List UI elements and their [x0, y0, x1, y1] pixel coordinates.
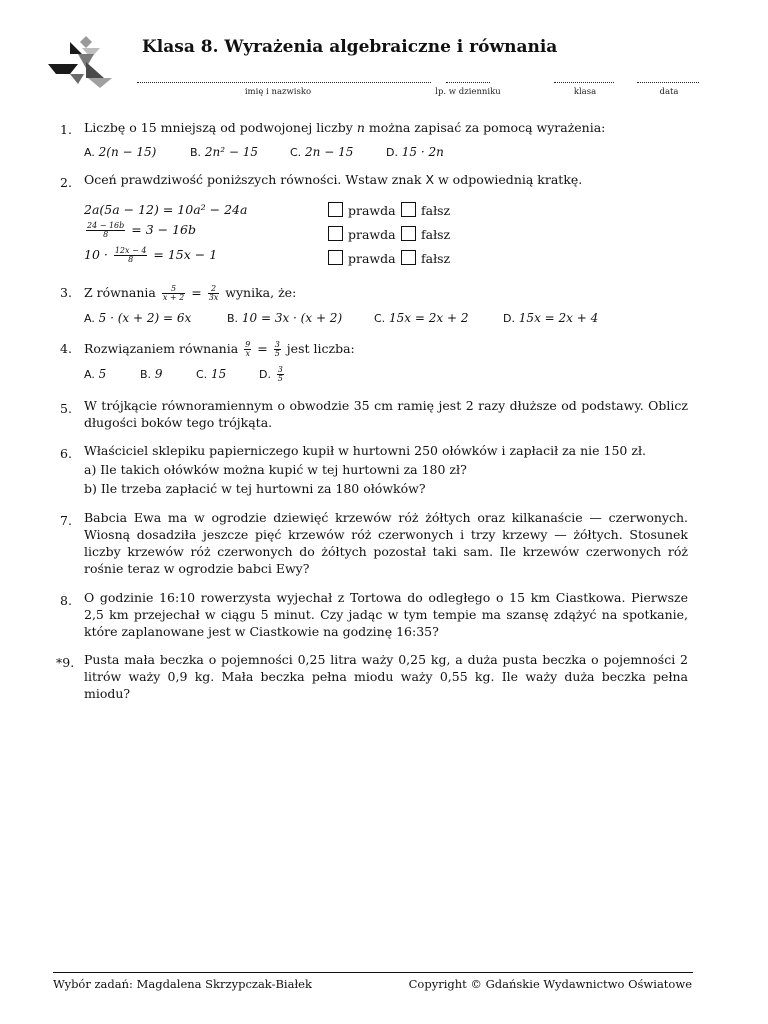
question-number: 5. — [60, 401, 72, 416]
question-text: Rozwiązaniem równania $\frac{9}{x}$ = $\frac{3}{5}$ jest liczba: — [84, 340, 355, 358]
option-b[interactable]: B. 2n² − 15 — [190, 145, 259, 159]
question-number: 1. — [60, 122, 72, 137]
question-number: 7. — [60, 513, 72, 528]
tangram-logo — [48, 34, 114, 88]
question-text: Babcia Ewa ma w ogrodzie dziewięć krzewów róż żółtych oraz kilkanaście — czerwonych. Wiosną dosadziła jeszcze pięć krzewów róż czerwonych i trzy krzewy — żółtych. Stosunek liczby krzewów róż czerwonych do żółtych pozostał taki sam. Ile krzewów czerwonych róż rośnie teraz w ogrodzie babci Ewy? — [84, 510, 688, 576]
answer-options — [84, 144, 156, 161]
register-number-field[interactable] — [446, 74, 490, 83]
true-false-row-2: prawda — [328, 226, 396, 242]
date-field[interactable] — [637, 74, 699, 83]
question-text: Liczbę o 15 mniejszą od podwojonej liczby n można zapisać za pomocą wyrażenia: — [84, 120, 606, 135]
option-b[interactable]: B. 9 — [140, 367, 163, 381]
option-d[interactable]: D. 15 · 2n — [386, 145, 444, 159]
question-text: O godzinie 16:10 rowerzysta wyjechał z Tortowa do odległego o 15 km Ciastkowa. Pierwsze 2,5 km przejechał w ciągu 5 minut. Czy jadąc w tym tempie ma szansę zdążyć na spotkanie, które zaplanowane jest w Ciastkowie na godzinę 16:35? — [84, 590, 688, 639]
false-checkbox[interactable] — [401, 250, 416, 265]
question-number: 3. — [60, 285, 72, 300]
date-label: data — [659, 87, 679, 97]
false-checkbox[interactable] — [401, 202, 416, 217]
equation-2: $\frac{24 - 16b}{8}$ = 3 − 16b — [87, 221, 196, 239]
option-c[interactable]: C. 15x = 2x + 2 — [374, 311, 469, 325]
name-field[interactable] — [137, 74, 431, 83]
equation-3: 10 · $\frac{12x - 4}{8}$ = 15x − 1 — [84, 246, 218, 264]
option-a[interactable]: A. 2(n − 15) — [84, 145, 157, 159]
option-c[interactable]: C. 15 — [196, 367, 227, 381]
subquestion-a: a) Ile takich ołówków można kupić w tej hurtowni za 180 zł? — [84, 462, 467, 477]
true-false-row-3: prawda — [328, 250, 396, 266]
true-checkbox[interactable] — [328, 202, 343, 217]
footer-divider — [53, 972, 693, 973]
option-d[interactable]: D. $\frac{3}{5}$ — [259, 365, 283, 383]
class-label: klasa — [573, 87, 597, 97]
question-number: *9. — [56, 655, 75, 670]
true-false-row-1b: fałsz — [401, 202, 450, 218]
subquestion-b: b) Ile trzeba zapłacić w tej hurtowni za 180 ołówków? — [84, 481, 426, 496]
footer-author: Wybór zadań: Magdalena Skrzypczak-Białek — [53, 977, 312, 991]
register-number-label: lp. w dzienniku — [435, 87, 501, 97]
question-text: W trójkącie równoramiennym o obwodzie 35 cm ramię jest 2 razy dłuższe od podstawy. Oblicz długości boków tego trójkąta. — [84, 398, 688, 430]
option-c[interactable]: C. 2n − 15 — [290, 145, 354, 159]
true-checkbox[interactable] — [328, 226, 343, 241]
class-field[interactable] — [554, 74, 614, 83]
question-text: Oceń prawdziwość poniższych równości. Wstaw znak X w odpowiednią kratkę. — [84, 172, 583, 187]
equation-1: 2a(5a − 12) = 10a² − 24a — [84, 202, 248, 217]
question-text: Właściciel sklepiku papierniczego kupił w hurtowni 250 ołówków i zapłacił za nie 150 zł. — [84, 443, 646, 458]
true-false-row-1: prawda — [328, 202, 396, 218]
option-a[interactable]: A. 5 — [84, 367, 107, 381]
true-checkbox[interactable] — [328, 250, 343, 265]
option-d[interactable]: D. 15x = 2x + 4 — [503, 311, 599, 325]
question-number: 2. — [60, 175, 72, 190]
question-number: 4. — [60, 341, 72, 356]
true-false-row-3b: fałsz — [401, 250, 450, 266]
page-title: Klasa 8. Wyrażenia algebraiczne i równania — [142, 37, 558, 57]
name-label: imię i nazwisko — [244, 87, 312, 97]
question-number: 6. — [60, 446, 72, 461]
footer-copyright: Copyright © Gdańskie Wydawnictwo Oświatowe — [408, 977, 692, 991]
option-a[interactable]: A. 5 · (x + 2) = 6x — [84, 311, 192, 325]
question-number: 8. — [60, 593, 72, 608]
question-text: Z równania $\frac{5}{x + 2}$ = $\frac{2}{3x}$ wynika, że: — [84, 284, 297, 302]
false-checkbox[interactable] — [401, 226, 416, 241]
true-false-row-2b: fałsz — [401, 226, 450, 242]
question-text: Pusta mała beczka o pojemności 0,25 litra waży 0,25 kg, a duża pusta beczka o pojemności 2 litrów waży 0,9 kg. Mała beczka pełna miodu waży 0,55 kg. Ile waży duża beczka pełna miodu? — [84, 652, 688, 701]
option-b[interactable]: B. 10 = 3x · (x + 2) — [227, 311, 343, 325]
